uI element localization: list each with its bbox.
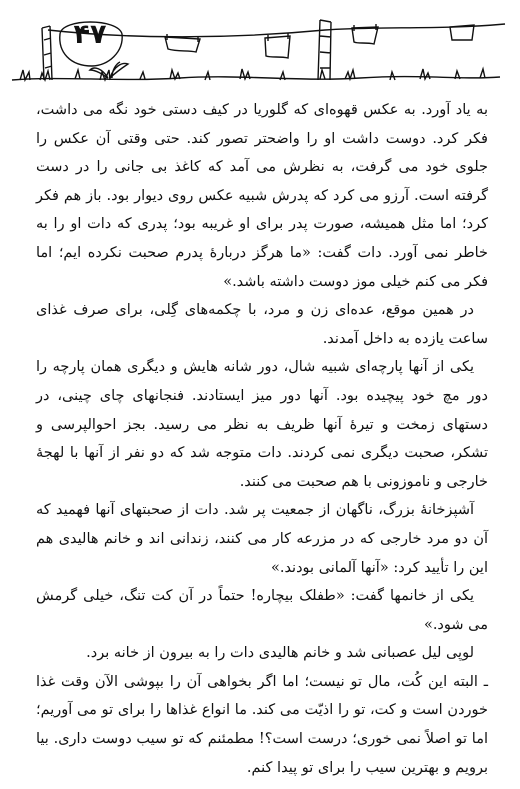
right-post (318, 20, 331, 80)
page-number: ۴۷ (73, 19, 107, 50)
paragraph: در همین موقع، عده‌ای زن و مرد، با چکمه‌های گِلی، برای صرف غذای ساعت یازده به داخل آمدند. (36, 302, 488, 347)
hanging-cloth (352, 27, 378, 44)
hanging-cloth (165, 37, 200, 52)
paragraph: ـ البته این کُت، مال تو نیست؛ اما اگر بخواهی آن را بپوشی الآن وقت غذا خوردن است و کت، تو را اذیّت می کند. ما انواع غذاها را برای تو می آوریم؛ اما تو اصلاً نمی خوری؛ درست است؟! مطمئنم که تو سیب دوست داری. بیا برویم و بهترین سیب را برای تو پیدا کنم. (36, 673, 488, 776)
paragraph: آشپزخانهٔ بزرگ، ناگهان از جمعیت پر شد. دات از صحبتهای آنها فهمید که آن دو مرد خارجی که در مزرعه کار می کنند، زندانی اند و خانم هالیدی هم این را تأیید کرد: «آنها آلمانی بودند.» (36, 502, 488, 576)
clothespins (167, 24, 376, 42)
paragraph: به یاد آورد. به عکس قهوه‌ای که گلوریا در کیف دستی خود نگه می داشت، فکر کرد. دوست داشت او را واضحتر تصور کند. حتی وقتی آن عکس را جلوی خود می گرفت، به نظرش می آمد که کاغذ بی جانی را در دست گرفته است. آرزو می کرد که پدرش شبیه عکس روی دیوار بود. باز هم فکر کرد؛ اما مثل همیشه، صورت پدر برای او غریبه بود؛ پدری که دات او را به خاطر نمی آورد. دات گفت: «ما هرگز دربارهٔ پدرم صحبت نکرده ایم؛ اما فکر می کنم خیلی موز دوست داشته باشد.» (36, 102, 488, 290)
ground-line (12, 77, 500, 80)
paragraph: یکی از آنها پارچه‌ای شبیه شال، دور شانه هایش و دیگری همان پارچه را دور مچ خود پیچیده بود. آنها دور میز ایستادند. فنجانهای چای چینی، در دستهای زمخت و تیرهٔ آنها ظریف به نظر می رسید. بجز احوالپرسی و تشکر، صحبت دیگری نمی کردند. دات متوجه شد که دو نفر از آنها با لهجهٔ خارجی و ناموزونی با هم صحبت می کنند. (36, 359, 488, 490)
paragraph: یکی از خانمها گفت: «طفلک بیچاره! حتماً در آن کت تنگ، خیلی گرمش می شود.» (36, 588, 488, 633)
paragraph: لوپی لیل عصبانی شد و خانم هالیدی دات را به بیرون از خانه برد. (86, 645, 474, 662)
body-text (36, 96, 488, 782)
hanging-cloth (265, 36, 290, 58)
